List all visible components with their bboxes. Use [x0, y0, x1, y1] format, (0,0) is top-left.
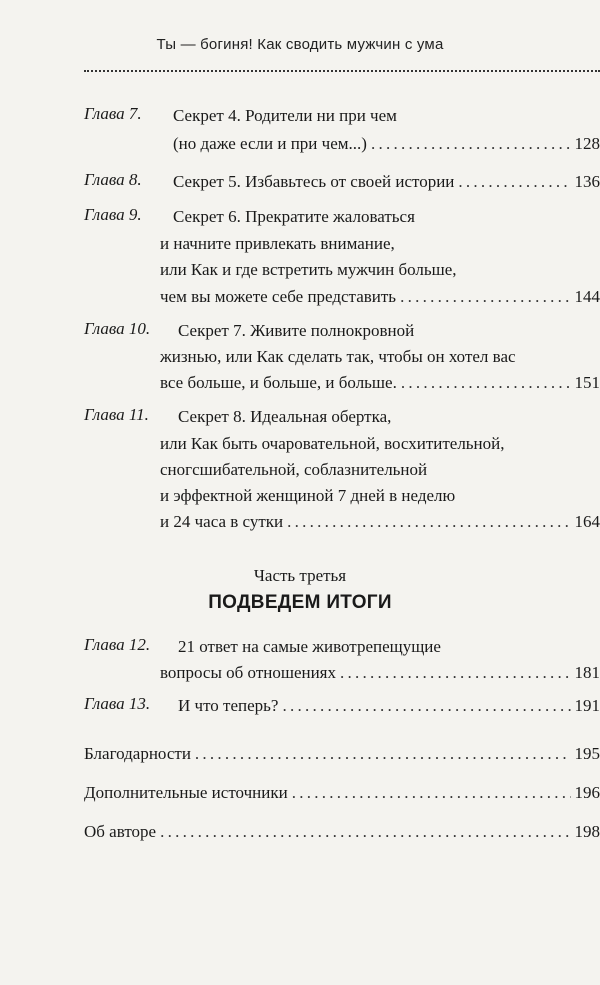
entry-last-line	[160, 285, 600, 309]
page-number: 164	[574, 512, 600, 531]
dot-leader	[160, 820, 570, 844]
chapter-label: Глава 11.	[84, 405, 149, 424]
entry-last-line	[84, 742, 600, 766]
page-number: 195	[574, 744, 600, 763]
part-title: ПОДВЕДЕМ ИТОГИ	[208, 592, 392, 613]
dot-leader	[371, 132, 571, 156]
entry-title-line: и 24 часа в сутки	[160, 512, 284, 531]
dot-leader	[340, 661, 570, 685]
entry-title-line: Секрет 6. Прекратите жаловаться	[173, 207, 415, 226]
entry-last-line	[84, 781, 600, 805]
entry-title-line: или Как и где встретить мужчин больше,	[160, 260, 457, 279]
entry-title-line: Секрет 5. Избавьтесь от своей истории	[173, 172, 455, 191]
chapter-label: Глава 10.	[84, 319, 151, 338]
entry-last-line	[160, 510, 600, 534]
entry-title-line: или Как быть очаровательной, восхитительной,	[160, 434, 505, 453]
entry-title: Об авторе	[84, 822, 157, 841]
page-number: 136	[574, 172, 600, 191]
entry-title-line: Секрет 8. Идеальная обертка,	[178, 407, 392, 426]
entry-last-line	[173, 170, 600, 194]
entry-last-line	[178, 694, 600, 718]
page-number: 191	[574, 696, 600, 715]
dot-leader	[400, 285, 570, 309]
chapter-label: Глава 8.	[84, 170, 142, 189]
dot-leader	[282, 694, 570, 718]
entry-last-line	[173, 132, 600, 156]
entry-title-line: И что теперь?	[178, 696, 279, 715]
page-number: 181	[574, 663, 600, 682]
part-number: Часть третья	[253, 566, 347, 585]
chapter-label: Глава 12.	[84, 635, 151, 654]
entry-title-line: (но даже если и при чем...)	[173, 134, 367, 153]
page-number: 151	[574, 373, 600, 392]
dot-leader	[458, 170, 570, 194]
entry-last-line	[160, 661, 600, 685]
page-number: 144	[574, 287, 600, 306]
running-head: Ты — богиня! Как сводить мужчин с ума	[156, 36, 444, 53]
entry-last-line	[84, 820, 600, 844]
entry-last-line	[160, 371, 600, 395]
entry-title-line: Секрет 7. Живите полнокровной	[178, 321, 415, 340]
chapter-label: Глава 9.	[84, 205, 142, 224]
dot-leader	[292, 781, 571, 805]
entry-title-line: 21 ответ на самые животрепещущие	[178, 637, 441, 656]
entry-title-line: и эффектной женщиной 7 дней в неделю	[160, 486, 456, 505]
entry-title-line: сногсшибательной, соблазнительной	[160, 460, 428, 479]
entry-title-line: жизнью, или Как сделать так, чтобы он хотел вас	[160, 347, 516, 366]
entry-title-line: и начните привлекать внимание,	[160, 234, 395, 253]
chapter-label: Глава 7.	[84, 104, 142, 123]
dot-leader	[287, 510, 570, 534]
entry-title-line: вопросы об отношениях	[160, 663, 337, 682]
entry-title: Дополнительные источники	[84, 783, 288, 802]
header-dotted-rule	[84, 70, 600, 72]
page-number: 128	[574, 134, 600, 153]
page-number: 196	[574, 783, 600, 802]
dot-leader	[401, 371, 571, 395]
page-number: 198	[574, 822, 600, 841]
entry-title-line: Секрет 4. Родители ни при чем	[173, 106, 397, 125]
entry-title-line: все больше, и больше, и больше.	[160, 373, 397, 392]
chapter-label: Глава 13.	[84, 694, 151, 713]
entry-title: Благодарности	[84, 744, 191, 763]
entry-title-line: чем вы можете себе представить	[160, 287, 397, 306]
dot-leader	[195, 742, 571, 766]
